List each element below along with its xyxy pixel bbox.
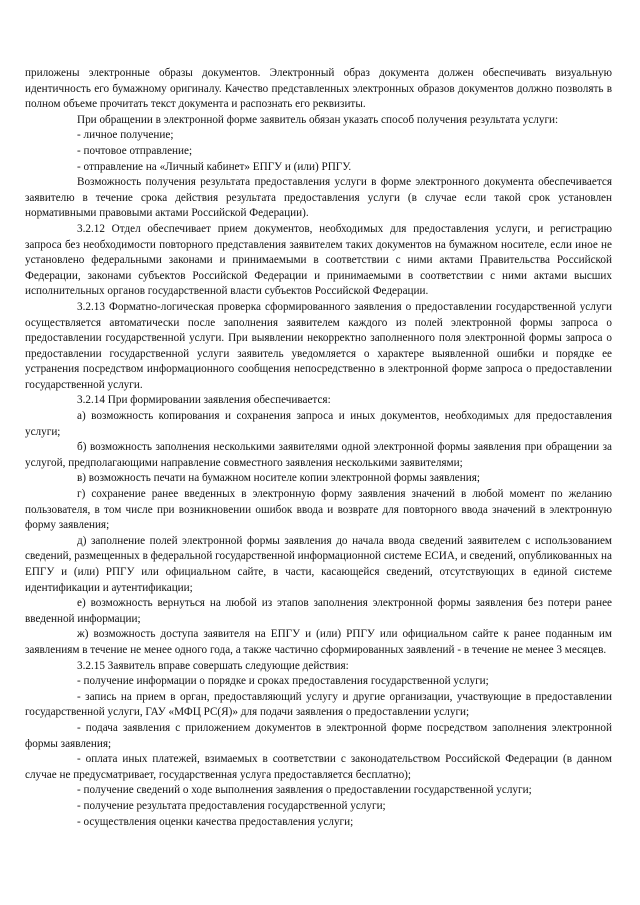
paragraph: - личное получение; [77,129,174,142]
paragraph: в) возможность печати на бумажном носителе копии электронной формы заявления; [77,472,480,485]
paragraph: - оплата иных платежей, взимаемых в соответствии с законодательством Российской Федерации (в данном случае не предусматривает, государственная услуга предоставляется бесплатно); [25,753,612,781]
paragraph: е) возможность вернуться на любой из этапов заполнения электронной формы заявления без потери ранее введенной информации; [25,597,612,625]
paragraph: - получение информации о порядке и сроках предоставления государственной услуги; [77,675,489,688]
paragraph: - подача заявления с приложением документов в электронной форме посредством заполнения электронной формы заявления; [25,721,612,750]
paragraph: б) возможность заполнения несколькими заявителями одной электронной формы заявления при обращении за услугой, предполагающими направление совместного заявления несколькими заявителями; [25,441,612,469]
paragraph: 3.2.13 Форматно-логическая проверка сформированного заявления о предоставлении государственной услуги осуществляется автоматически после заполнения заявителем каждого из полей электронной формы запроса о предоставлении государственной услуги. При выявлении некорректно заполненного поля электронной формы запроса о предоставлении государственной услуги заявитель уведомляется о характере выявленной ошибки и порядке ее устранения посредством информационного сообщения непосредственно в электронной форме запроса о предоставлении государственной услуги. [25,300,612,391]
paragraph: - получение результата предоставления государственной услуги; [77,799,386,812]
paragraph: 3.2.15 Заявитель вправе совершать следующие действия: [77,659,349,672]
paragraph: д) заполнение полей электронной формы заявления до начала ввода сведений заявителем с использованием сведений, размещенных в федеральной государственной информационной системе ЕСИА, и сведений, опубликованных на ЕПГУ и (или) РПГУ или официальном сайте, в части, касающейся сведений, отсутствующих в единой системе идентификации и аутентификации; [25,534,612,594]
paragraph: - осуществления оценки качества предоставления услуги; [77,815,354,828]
paragraph: 3.2.12 Отдел обеспечивает прием документов, необходимых для предоставления услуги, и регистрацию запроса без необходимости повторного представления заявителем таких документов на бумажном носителе, если иное не установлено федеральными законами и принимаемыми в соответствии с ними актами Правительства Российской Федерации, законами субъектов Российской Федерации и принимаемыми в соответствии с ними актами высших исполнительных органов государственной власти субъектов Российской Федерации. [25,222,612,298]
paragraph: приложены электронные образы документов. Электронный образ документа должен обеспечивать визуальную идентичность его бумажному оригиналу. Качество представленных электронных образов документов должно позволять в полном объеме прочитать текст документа и распознать его реквизиты. [25,67,612,111]
paragraph: - запись на прием в орган, предоставляющий услугу и другие организации, участвующие в предоставлении государственной услуги, ГАУ «МФЦ РС(Я)» для подачи заявления о предоставлении услуги; [25,690,612,719]
paragraph: Возможность получения результата предоставления услуги в форме электронного документа обеспечивается заявителю в течение срока действия результата предоставления услуги (в случае если такой срок установлен нормативными правовыми актами Российской Федерации). [25,176,612,220]
paragraph: - получение сведений о ходе выполнения заявления о предоставлении государственной услуги; [77,784,532,797]
paragraph: При обращении в электронной форме заявитель обязан указать способ получения результата услуги: [77,113,559,126]
paragraph: - отправление на «Личный кабинет» ЕПГУ и (или) РПГУ. [77,160,352,173]
paragraph: г) сохранение ранее введенных в электронную форму заявления значений в любой момент по желанию пользователя, в том числе при возникновении ошибок ввода и возврате для повторного ввода значений в электронную форму заявления; [25,488,612,532]
paragraph: ж) возможность доступа заявителя на ЕПГУ и (или) РПГУ или официальном сайте к ранее поданным им заявлениям в течение не менее одного года, а также частично сформированных заявлений - в течение не менее 3 месяцев. [25,628,612,656]
paragraph: а) возможность копирования и сохранения запроса и иных документов, необходимых для предоставления услуги; [25,410,612,438]
paragraph: - почтовое отправление; [77,144,193,157]
paragraph: 3.2.14 При формировании заявления обеспечивается: [77,394,331,407]
